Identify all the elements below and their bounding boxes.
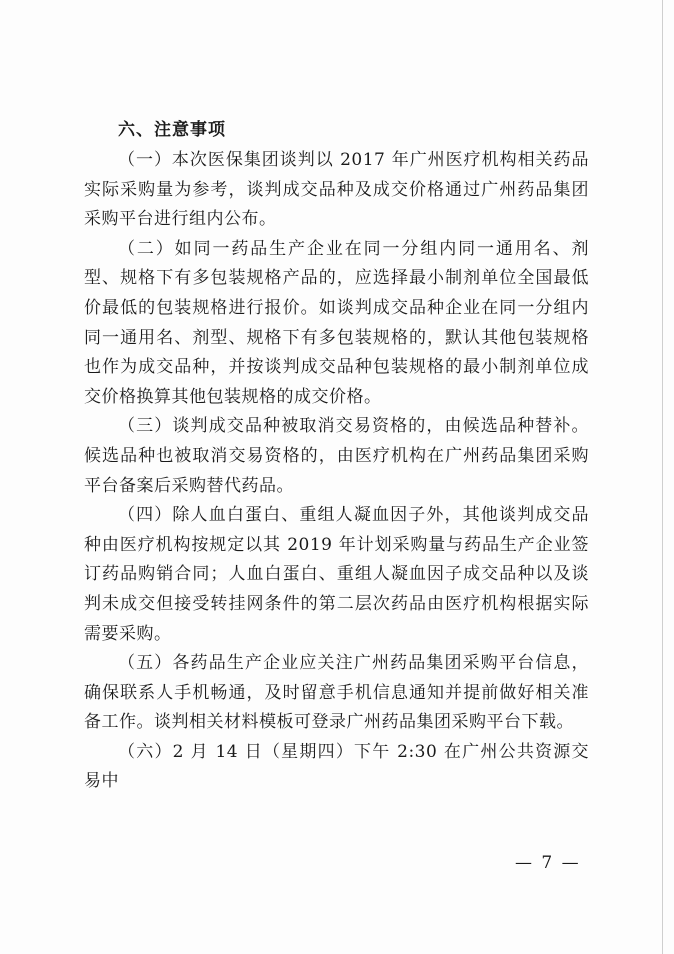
page-number: — 7 — bbox=[515, 853, 581, 873]
paragraph-6: （六）2 月 14 日（星期四）下午 2:30 在广州公共资源交易中 bbox=[84, 741, 589, 792]
paragraph-5: （五）各药品生产企业应关注广州药品集团采购平台信息，确保联系人手机畅通，及时留意手机信息通知并提前做好相关准备工作。谈判相关材料模板可登录广州药品集团采购平台下载。 bbox=[84, 653, 589, 733]
section-heading: 六、注意事项 bbox=[118, 120, 226, 140]
paragraph-3: （三）谈判成交品种被取消交易资格的，由候选品种替补。候选品种也被取消交易资格的，由医疗机构在广州药品集团采购平台备案后采购替代药品。 bbox=[84, 416, 589, 496]
page-edge-line bbox=[662, 0, 663, 954]
paragraph-1: （一）本次医保集团谈判以 2017 年广州医疗机构相关药品实际采购量为参考，谈判成交品种及成交价格通过广州药品集团采购平台进行组内公布。 bbox=[84, 150, 589, 230]
paragraph-2: （二）如同一药品生产企业在同一分组内同一通用名、剂型、规格下有多包装规格产品的，应选择最小制剂单位全国最低价最低的包装规格进行报价。如谈判成交品种企业在同一分组内同一通用名、剂型、规格下有多包装规格的，默认其他包装规格也作为成交品种，并按谈判成交品种包装规格的最小制剂单位成交价格换算其他包装规格的成交价格。 bbox=[84, 238, 589, 407]
document-body bbox=[84, 116, 589, 797]
paragraph-4: （四）除人血白蛋白、重组人凝血因子外，其他谈判成交品种由医疗机构按规定以其 2019 年计划采购量与药品生产企业签订药品购销合同；人血白蛋白、重组人凝血因子成交品种以及谈判未成交但接受转挂网条件的第二层次药品由医疗机构根据实际需要采购。 bbox=[84, 505, 589, 644]
